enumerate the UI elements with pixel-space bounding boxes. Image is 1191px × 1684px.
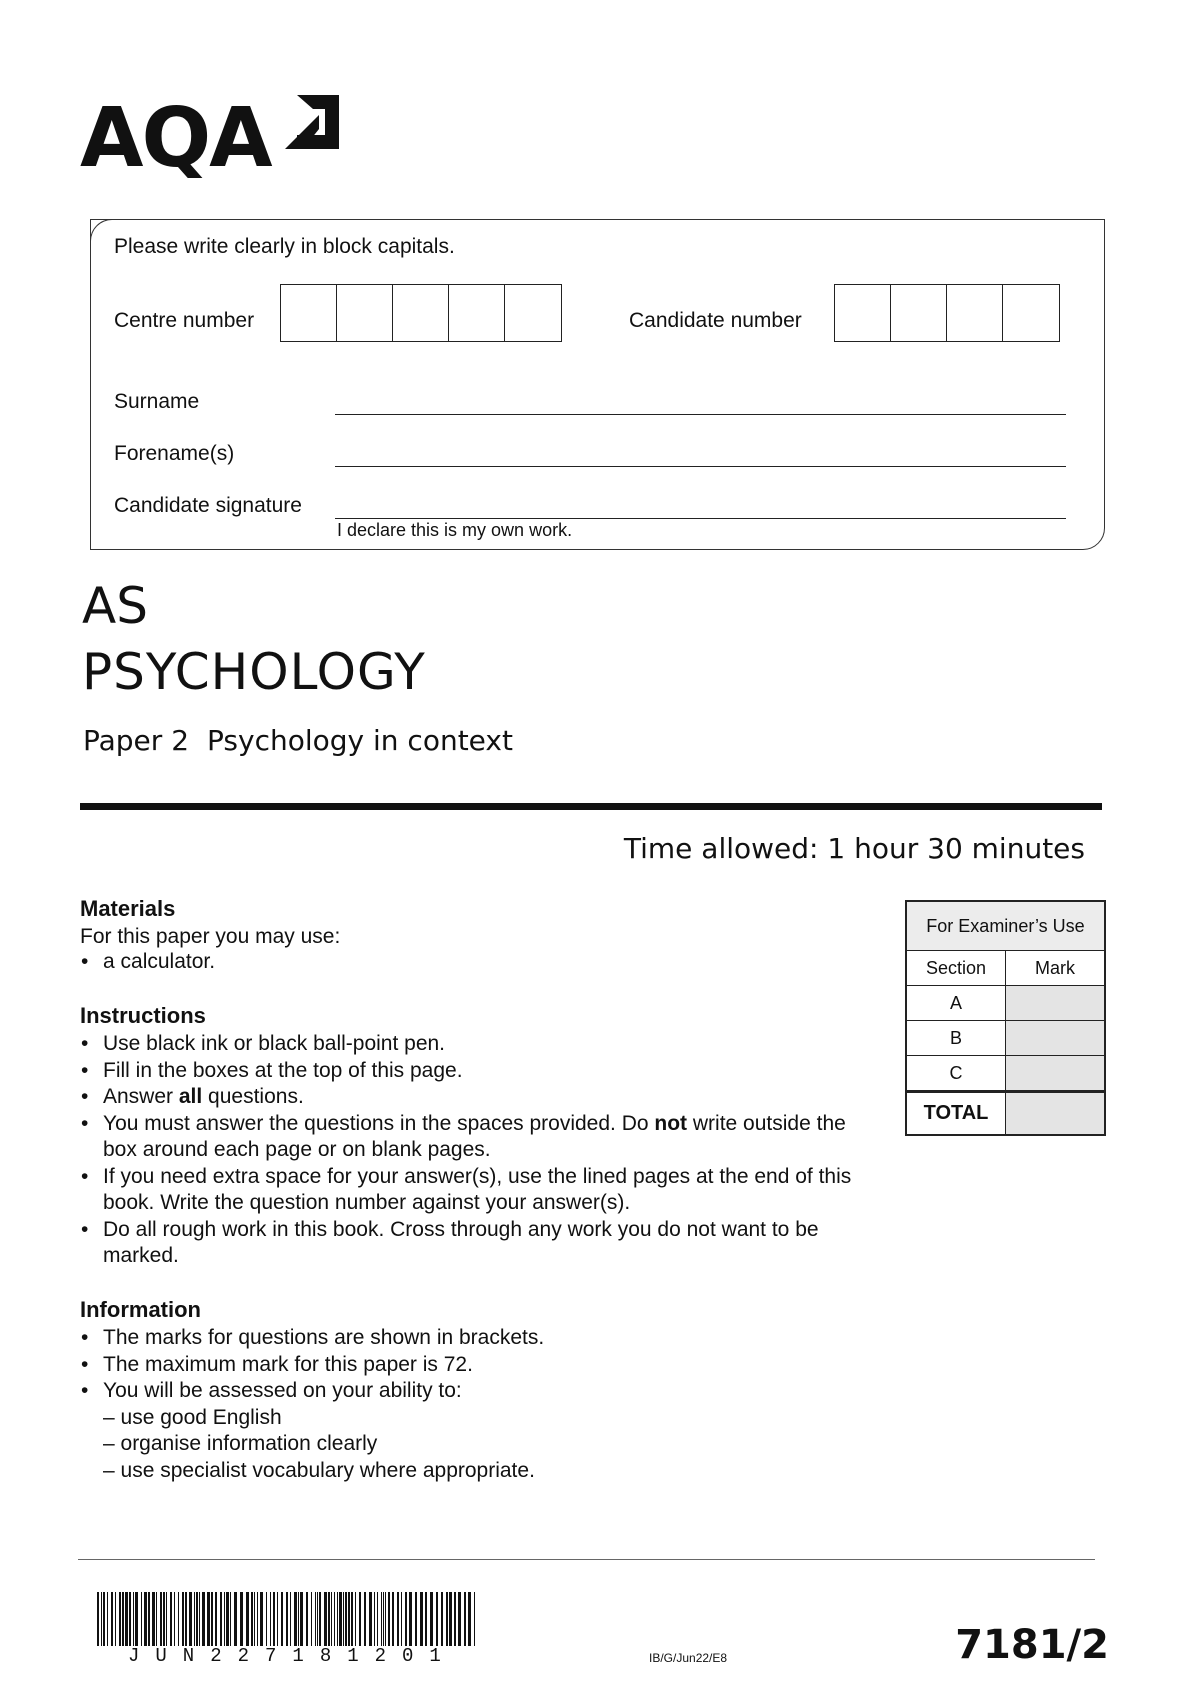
barcode-bar: [273, 1592, 275, 1646]
list-item: • a calculator.: [80, 949, 860, 976]
barcode-bar: [468, 1592, 471, 1646]
centre-number-boxes[interactable]: [280, 284, 562, 342]
centre-digit-box[interactable]: [505, 285, 561, 341]
barcode-bar: [115, 1592, 116, 1646]
list-item: • Answer all questions.: [80, 1084, 860, 1111]
barcode-bar: [290, 1592, 291, 1646]
forename-line[interactable]: [335, 466, 1066, 467]
barcode-bar: [405, 1592, 407, 1646]
barcode-bar: [254, 1592, 255, 1646]
barcode-bar: [377, 1592, 378, 1646]
information-heading: Information: [80, 1297, 201, 1322]
instructions-heading: Instructions: [80, 1003, 206, 1028]
barcode-bar: [270, 1592, 271, 1646]
examiner-use-table: [905, 900, 1106, 1136]
barcode-bar: [392, 1592, 394, 1646]
forename-label: Forename(s): [114, 442, 235, 465]
candidate-number-boxes[interactable]: [834, 284, 1060, 342]
barcode-bar: [409, 1592, 412, 1646]
barcode-bar: [425, 1592, 427, 1646]
barcode-bar: [185, 1592, 187, 1646]
paper-reference: IB/G/Jun22/E8: [649, 1651, 728, 1665]
centre-digit-box[interactable]: [281, 285, 337, 341]
materials-intro: For this paper you may use:: [80, 925, 341, 948]
barcode-bar: [374, 1592, 375, 1646]
subject-title: PSYCHOLOGY: [82, 643, 426, 701]
paper-code: 7181/2: [955, 1622, 1109, 1668]
materials-list: [80, 949, 860, 976]
barcode-bar: [334, 1592, 335, 1646]
barcode-bar: [446, 1592, 448, 1646]
barcode-bar: [111, 1592, 113, 1646]
barcode-bar: [196, 1592, 198, 1646]
barcode-bar: [277, 1592, 278, 1646]
barcode-bar: [306, 1592, 308, 1646]
paper-name: Psychology in context: [207, 724, 513, 757]
list-item: • Do all rough work in this book. Cross through any work you do not want to be marked.: [80, 1217, 860, 1270]
signature-label: Candidate signature: [114, 494, 302, 517]
total-mark-cell: [1006, 1093, 1104, 1134]
barcode-bar: [436, 1592, 438, 1646]
barcode-bar: [133, 1592, 134, 1646]
list-subitem: – use good English: [103, 1405, 282, 1429]
barcode-bar: [211, 1592, 213, 1646]
barcode-bar: [202, 1592, 205, 1646]
barcode-bar: [298, 1592, 299, 1646]
barcode-bar: [355, 1592, 356, 1646]
time-allowed: Time allowed: 1 hour 30 minutes: [623, 832, 1085, 865]
table-row: [907, 986, 1104, 1021]
barcode-bar: [160, 1592, 162, 1646]
materials-heading: Materials: [80, 896, 176, 921]
barcode-bar: [148, 1592, 150, 1646]
barcode-text: JUN227181201: [128, 1645, 457, 1667]
barcode-bar: [220, 1592, 222, 1646]
mark-cell: [1006, 1056, 1104, 1090]
barcode-bar: [246, 1592, 249, 1646]
barcode-icon: [97, 1592, 479, 1646]
instructions-list: [80, 1031, 860, 1270]
table-row: [907, 1056, 1104, 1091]
barcode-bar: [234, 1592, 237, 1646]
mark-cell: [1006, 1021, 1104, 1055]
barcode-bar: [230, 1592, 231, 1646]
information-list: [80, 1325, 860, 1405]
barcode-bar: [415, 1592, 417, 1646]
list-subitem: – organise information clearly: [103, 1432, 378, 1455]
barcode-bar: [266, 1592, 267, 1646]
barcode-bar: [311, 1592, 312, 1646]
barcode-bar: [324, 1592, 327, 1646]
barcode-bar: [348, 1592, 350, 1646]
barcode-bar: [166, 1592, 167, 1646]
paper-title: [83, 724, 513, 757]
table-row-total: [907, 1091, 1104, 1134]
barcode-bar: [388, 1592, 390, 1646]
list-item: • You will be assessed on your ability to:: [80, 1378, 860, 1405]
barcode-bar: [454, 1592, 456, 1646]
candidate-digit-box[interactable]: [835, 285, 891, 341]
total-label: TOTAL: [907, 1093, 1006, 1134]
section-cell: A: [907, 986, 1006, 1020]
information-section: [80, 1297, 860, 1484]
barcode-bar: [107, 1592, 108, 1646]
barcode-bar: [103, 1592, 105, 1646]
barcode-bar: [383, 1592, 384, 1646]
section-cell: C: [907, 1056, 1006, 1090]
section-column-header: Section: [907, 951, 1006, 985]
barcode-bar: [174, 1592, 175, 1646]
barcode-bar: [449, 1592, 452, 1646]
section-cell: B: [907, 1021, 1006, 1055]
barcode-bar: [281, 1592, 283, 1646]
barcode-bar: [294, 1592, 297, 1646]
barcode-bar: [194, 1592, 195, 1646]
table-row: [907, 951, 1104, 986]
aqa-logo-mark-icon: [283, 93, 341, 151]
barcode-bar: [345, 1592, 347, 1646]
barcode-bar: [251, 1592, 253, 1646]
list-item: • The maximum mark for this paper is 72.: [80, 1352, 860, 1379]
barcode-bar: [144, 1592, 147, 1646]
barcode-bar: [226, 1592, 229, 1646]
barcode-bar: [170, 1592, 172, 1646]
paper-number: Paper 2: [83, 724, 190, 757]
mark-cell: [1006, 986, 1104, 1020]
barcode-bar: [315, 1592, 316, 1646]
list-item: • Fill in the boxes at the top of this page.: [80, 1058, 860, 1085]
barcode-bar: [240, 1592, 243, 1646]
barcode-bar: [152, 1592, 155, 1646]
barcode-bar: [207, 1592, 210, 1646]
barcode-bar: [199, 1592, 200, 1646]
list-subitem: – use specialist vocabulary where appropriate.: [103, 1458, 535, 1482]
footer-divider: [78, 1559, 1095, 1560]
barcode-bar: [163, 1592, 165, 1646]
barcode-bar: [474, 1592, 475, 1646]
barcode-bar: [458, 1592, 461, 1646]
barcode-bar: [141, 1592, 142, 1646]
barcode-bar: [101, 1592, 102, 1646]
barcode-bar: [317, 1592, 318, 1646]
barcode-bar: [129, 1592, 131, 1646]
barcode-bar: [260, 1592, 263, 1646]
barcode-bar: [97, 1592, 99, 1646]
centre-digit-box[interactable]: [337, 285, 393, 341]
barcode-bar: [420, 1592, 423, 1646]
barcode-bar: [178, 1592, 179, 1646]
instructions-section: [80, 1003, 860, 1270]
block-capitals-instruction: Please write clearly in block capitals.: [114, 235, 455, 258]
candidate-digit-box[interactable]: [947, 285, 1003, 341]
centre-digit-box[interactable]: [393, 285, 449, 341]
barcode-bar: [215, 1592, 217, 1646]
list-item: • Use black ink or black ball-point pen.: [80, 1031, 860, 1058]
barcode-bar: [257, 1592, 258, 1646]
barcode-bar: [430, 1592, 433, 1646]
barcode-bar: [369, 1592, 372, 1646]
barcode-bar: [224, 1592, 225, 1646]
barcode-bar: [300, 1592, 303, 1646]
barcode-bar: [364, 1592, 366, 1646]
candidate-digit-box[interactable]: [891, 285, 947, 341]
barcode-bar: [385, 1592, 386, 1646]
aqa-logo-text: AQA: [80, 91, 271, 186]
barcode-bar: [125, 1592, 128, 1646]
table-row: [907, 1021, 1104, 1056]
list-item: • You must answer the questions in the spaces provided. Do not write outside the box around each page or on blank pages.: [80, 1111, 860, 1164]
centre-number-label: Centre number: [114, 309, 255, 332]
barcode-bar: [401, 1592, 402, 1646]
candidate-digit-box[interactable]: [1003, 285, 1059, 341]
barcode-bar: [189, 1592, 192, 1646]
qualification-level: AS: [82, 577, 148, 635]
signature-line[interactable]: [335, 518, 1066, 519]
barcode-bar: [359, 1592, 361, 1646]
barcode-bar: [156, 1592, 157, 1646]
barcode-bar: [397, 1592, 399, 1646]
surname-line[interactable]: [335, 414, 1066, 415]
barcode-bar: [343, 1592, 344, 1646]
examiner-table-title: For Examiner’s Use: [907, 902, 1104, 951]
list-item: • The marks for questions are shown in brackets.: [80, 1325, 860, 1352]
barcode-bar: [337, 1592, 338, 1646]
barcode-bar: [339, 1592, 342, 1646]
barcode-bar: [381, 1592, 382, 1646]
candidate-number-label: Candidate number: [629, 309, 802, 332]
barcode-bar: [464, 1592, 466, 1646]
barcode-bar: [331, 1592, 332, 1646]
header-divider: [80, 803, 1102, 810]
mark-column-header: Mark: [1006, 951, 1104, 985]
surname-label: Surname: [114, 390, 200, 413]
barcode-bar: [328, 1592, 330, 1646]
barcode-bar: [182, 1592, 184, 1646]
barcode-bar: [286, 1592, 288, 1646]
barcode-bar: [122, 1592, 124, 1646]
barcode-bar: [119, 1592, 121, 1646]
list-item: • If you need extra space for your answer(s), use the lined pages at the end of this book. Write the question number against your answer(s).: [80, 1164, 860, 1217]
barcode-bar: [135, 1592, 138, 1646]
centre-digit-box[interactable]: [449, 285, 505, 341]
barcode-bar: [351, 1592, 353, 1646]
barcode-bar: [319, 1592, 321, 1646]
barcode-bar: [441, 1592, 443, 1646]
declaration-text: I declare this is my own work.: [337, 520, 573, 540]
materials-section: [80, 896, 860, 976]
